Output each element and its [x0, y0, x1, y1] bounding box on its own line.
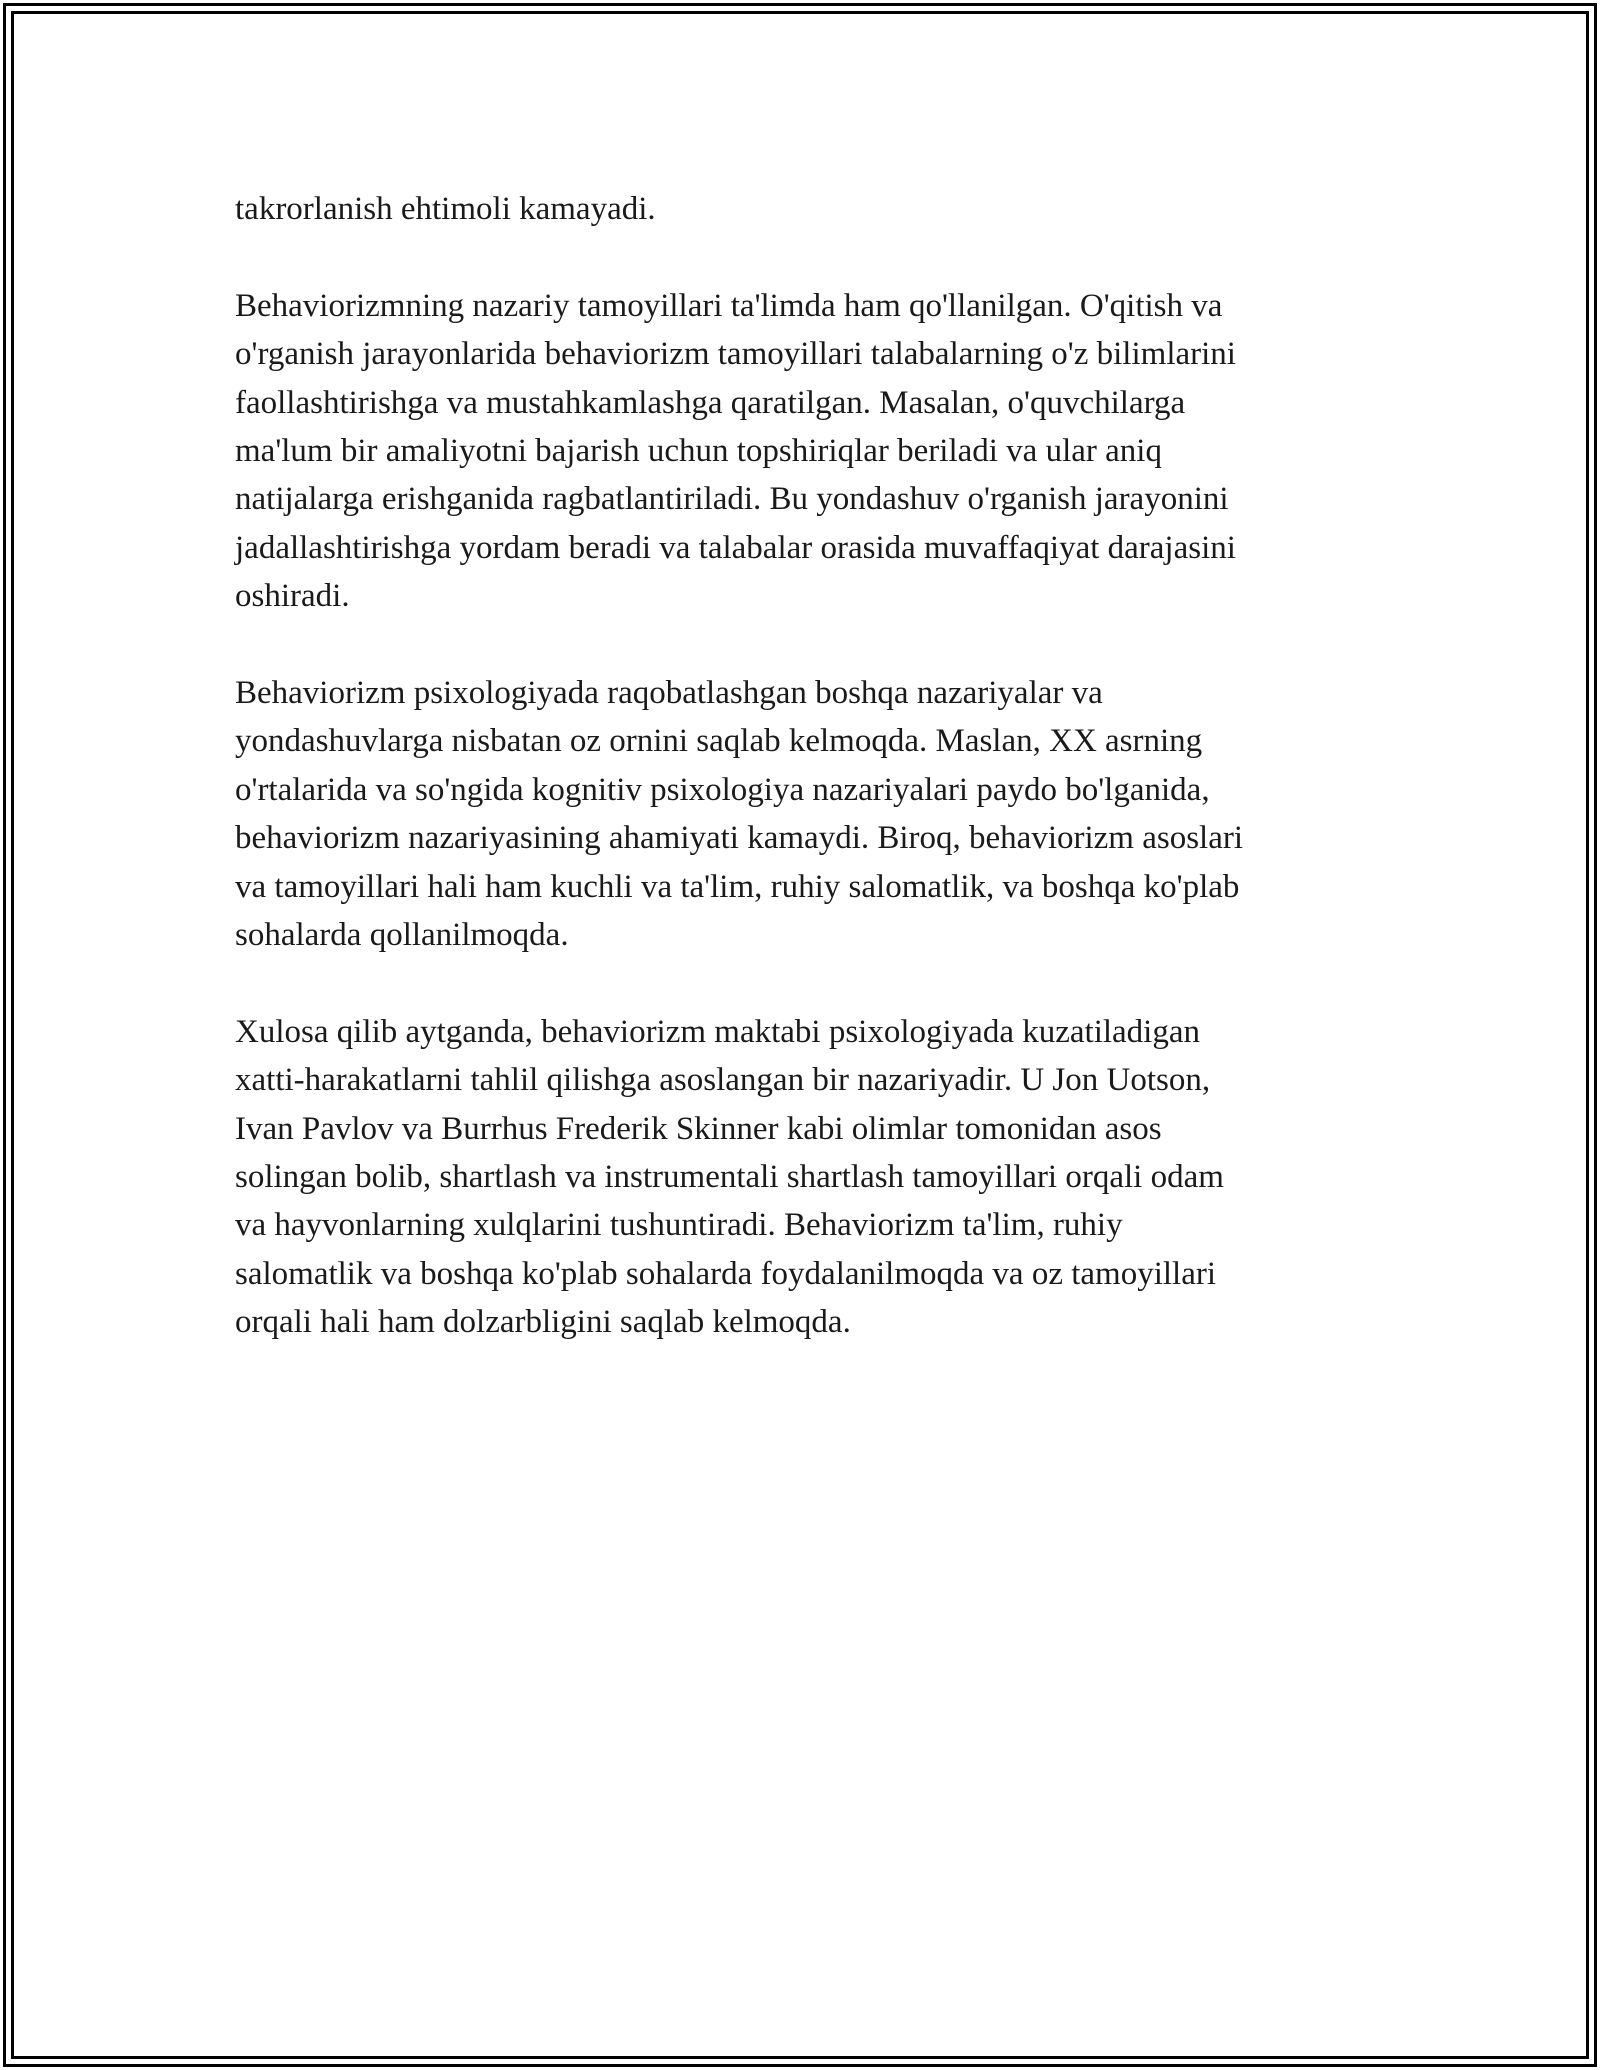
paragraph-education: Behaviorizmning nazariy tamoyillari ta'limda ham qo'llanilgan. O'qitish va o'rganish jarayonlarida behaviorizm tamoyillari talabalarning o'z bilimlarini faollashtirishga va mustahkamlashga qaratilgan. Masalan, o'quvchilarga ma'lum bir amaliyotni bajarish uchun topshiriqlar beriladi va ular aniq natijalarga erishganida ragbatlantiriladi. Bu yondashuv o'rganish jarayonini jadallashtirishga yordam beradi va talabalar orasida muvaffaqiyat darajasini oshiradi. — [235, 287, 1236, 615]
paragraph-conclusion: Xulosa qilib aytganda, behaviorizm maktabi psixologiyada kuzatiladigan xatti-harakatlarni tahlil qilishga asoslangan bir nazariyadir. U Jon Uotson, Ivan Pavlov va Burrhus Frederik Skinner kabi olimlar tomonidan asos solingan bolib, shartlash va instrumentali shartlash tamoyillari orqali odam va hayvonlarning xulqlarini tushuntiradi. Behaviorizm ta'lim, ruhiy salomatlik va boshqa ko'plab sohalarda foydalanilmoqda va oz tamoyillari orqali hali ham dolzarbligini saqlab kelmoqda. — [235, 1013, 1224, 1341]
paragraph-continuation: takrorlanish ehtimoli kamayadi. — [235, 191, 656, 227]
document-body — [235, 185, 1365, 1395]
paragraph-competing-theories: Behaviorizm psixologiyada raqobatlashgan boshqa nazariyalar va yondashuvlarga nisbatan oz ornini saqlab kelmoqda. Maslan, XX asrning o'rtalarida va so'ngida kognitiv psixologiya nazariyalari paydo bo'lganida, behaviorizm nazariyasining ahamiyati kamaydi. Biroq, behaviorizm asoslari va tamoyillari hali ham kuchli va ta'lim, ruhiy salomatlik, va boshqa ko'plab sohalarda qollanilmoqda. — [235, 675, 1244, 954]
